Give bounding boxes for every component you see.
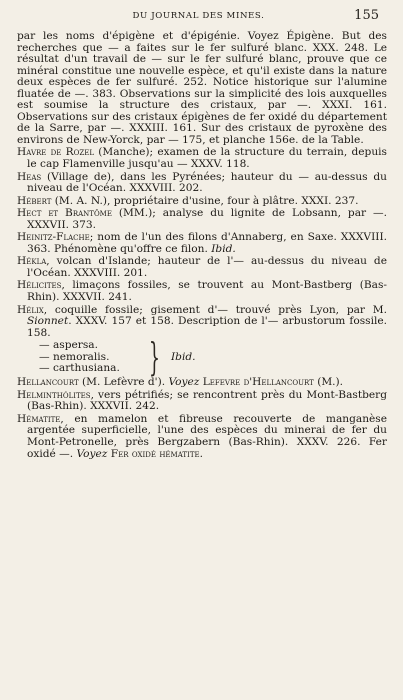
entry-text: (Village de), dans les Pyrénées; hauteur du — au-dessus du niveau de l'Océan. XXXVIII. 202. [27, 170, 387, 195]
entry-head: Havre de Rozel [17, 146, 94, 159]
index-entry-helmintholites [17, 390, 387, 413]
index-entry-heinitz-flache [17, 232, 387, 255]
page-number: 155 [354, 8, 379, 23]
entry-text: , vers pétrifiés; se rencontrent près du Mont-Bastberg (Bas-Rhin). XXXVII. 242. [27, 388, 387, 413]
index-entry-hebert [17, 196, 387, 208]
author-name: Sionnet [27, 315, 69, 328]
index-entry-hellancourt [17, 377, 387, 389]
entry-text: , en mamelon et fibreuse recouverte de manganèse argentée superficielle, l'une des espèces du minerai de fer du Mont-Petronelle, près Bergzabern (Bas-Rhin). XXXV. 226. Fer oxidé —. [27, 412, 387, 460]
index-entry-havre-de-rozel [17, 147, 387, 170]
entry-text: (MM.); analyse du lignite de Lobsann, par —. XXXVII. 373. [27, 207, 387, 231]
page-header [18, 8, 379, 26]
entry-text: (M.). [313, 376, 344, 389]
entry-head: Heinitz-Flache [17, 231, 90, 244]
index-entry-hematite [17, 414, 387, 460]
entry-ibid: Ibid. [211, 242, 236, 255]
entry-text: , coquille fossile; gisement d'— trouvé près Lyon, par M. [43, 303, 387, 316]
brace-label: Ibid. [171, 351, 196, 364]
entry-text: . XXXV. 157 et 158. Description de l'— arbustorum fossile. 158. [27, 315, 387, 339]
entry-head: Hect et Brantôme [17, 207, 112, 220]
entry-head: Hébert [17, 194, 52, 207]
voyez-label: Voyez [76, 447, 108, 460]
entry-head: Hélicites [17, 279, 62, 292]
index-entry-hekla [17, 256, 387, 279]
entry-head: Hélix [17, 303, 44, 316]
subspecies-item: — nemoralis. [39, 350, 110, 363]
entry-head: Helminthólites [17, 388, 91, 401]
subspecies-item: — carthusiana. [39, 362, 120, 375]
entry-text: (Manche); examen de la structure du terrain, depuis le cap Flamenville jusqu'au — XXXV. 118. [27, 146, 387, 171]
entry-head: Hématite [17, 412, 61, 425]
entry-text: ; nom de l'un des filons d'Annaberg, en Saxe. XXXVIII. 363. Phénomène qu'offre ce filon. [27, 231, 387, 255]
index-body [17, 31, 387, 460]
entry-head: Hellancourt [17, 376, 79, 389]
entry-head: Hékla [17, 255, 47, 268]
entry-text: , volcan d'Islande; hauteur de l'— au-dessus du niveau de l'Océan. XXXVIII. 201. [27, 255, 387, 279]
helix-subspecies-group [17, 335, 387, 380]
entry-head: Heas [17, 170, 42, 183]
entry-text: par les noms d'épigène et d'épigénie. Voyez Épigène. But des recherches que — a faites sur le fer sulfuré blanc. XXX. 248. Le résultat d'un travail de — sur le fer sulfuré blanc, prouve que ce minéral constitue une nouvelle espèce, et qu'il existe dans la nature deux espèces de fer sulfuré. 252. Notice historique sur l'alumine fluatée de —. 383. Observations sur la simplicité des lois auxquelles est soumise la structure des cristaux, par —. XXXI. 161. Observations sur des cristaux épigènes de fer oxidé du département de la Sarre, par —. XXXIII. 161. Sur des cristaux de pyroxène des environs de New-Yorck, par — 175, et planche 156e. de la Table. [17, 30, 387, 146]
index-entry-heas [17, 172, 387, 195]
running-head: DU JOURNAL DES MINES. [132, 11, 265, 21]
cross-reference: Lefevre d'Hellancourt [199, 376, 314, 389]
voyez-label: Voyez [168, 376, 200, 389]
index-entry-helix [17, 305, 387, 340]
brace-glyph: } [149, 335, 160, 380]
index-entry-helicites [17, 280, 387, 303]
cross-reference: Fer oxidé hématite. [107, 447, 203, 460]
entry-text: (M. Lefèvre d'). [78, 376, 169, 389]
index-entry-hect-brantome [17, 208, 387, 231]
index-entry-continuation [17, 31, 387, 146]
entry-text: , limaçons fossiles, se trouvent au Mont-Bastberg (Bas-Rhin). XXXVII. 241. [27, 279, 387, 304]
subspecies-item: — aspersa. [39, 339, 98, 352]
entry-text: (M. A. N.), propriétaire d'usine, four à plâtre. XXXI. 237. [51, 194, 359, 207]
helix-subspecies-list [39, 340, 120, 375]
